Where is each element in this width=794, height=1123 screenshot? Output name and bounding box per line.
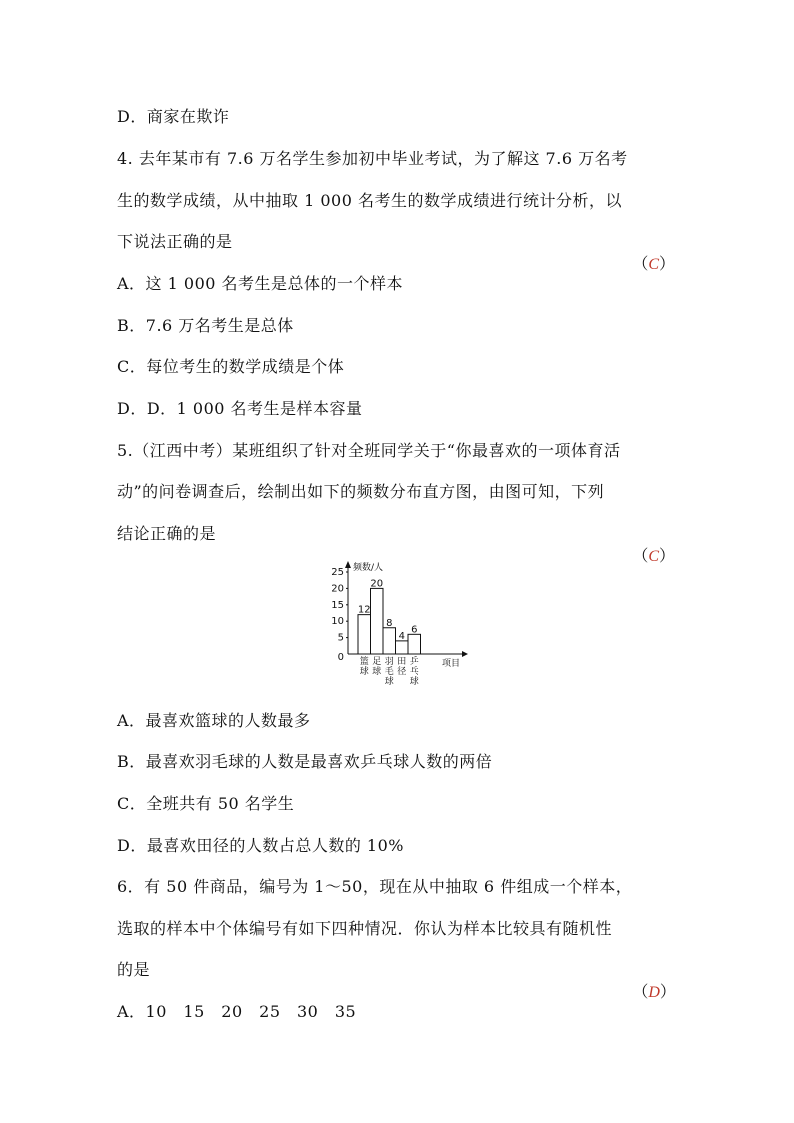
q6-answer-open: （	[632, 982, 649, 1001]
q6-stem-line-1: 6．有 50 件商品，编号为 1～50，现在从中抽取 6 件组成一个样本，	[117, 877, 633, 896]
y-tick-label: 5	[337, 632, 344, 644]
y-tick-label: 10	[331, 616, 344, 628]
q5-option-c: C．全班共有 50 名学生	[117, 794, 295, 813]
q5-answer-open: （	[632, 546, 649, 565]
q4-answer-open: （	[632, 254, 649, 273]
q5-answer-close: ）	[659, 546, 676, 565]
category-label-char: 球	[372, 667, 382, 677]
q5-stem-line-3: 结论正确的是	[117, 524, 217, 543]
category-label-char: 足	[372, 657, 382, 667]
q5-stem-line-2: 动”的问卷调查后，绘制出如下的频数分布直方图，由图可知，下列	[117, 482, 605, 501]
q4-stem-line-3: 下说法正确的是	[117, 232, 233, 251]
q4-option-b: B．7.6 万名考生是总体	[117, 316, 294, 335]
q6-answer-close: ）	[659, 982, 676, 1001]
q4-answer-bracket	[612, 231, 675, 298]
category-label-char: 乓	[409, 667, 419, 677]
q3-option-d: D．商家在欺诈	[117, 107, 230, 126]
q5-option-d: D．最喜欢田径的人数占总人数的 10%	[117, 836, 404, 855]
y-tick-label: 15	[331, 599, 344, 611]
q6-answer-bracket	[612, 959, 676, 1026]
bar-1	[358, 615, 371, 654]
q6-stem-line-3: 的是	[117, 960, 151, 979]
bar-5	[408, 634, 421, 654]
y-axis-label: 频数/人	[353, 563, 384, 573]
q4-answer-close: ）	[659, 254, 676, 273]
q4-option-d: D．D．1 000 名考生是样本容量	[117, 399, 363, 418]
q6-option-a: A．10 15 20 25 30 35	[117, 1002, 357, 1021]
y-tick-label: 20	[331, 583, 344, 595]
category-label-char: 乒	[409, 657, 419, 667]
category-label-char: 篮	[359, 657, 369, 667]
bar-3	[383, 628, 396, 654]
category-label-char: 球	[359, 667, 369, 677]
q4-stem-line-1: 4. 去年某市有 7.6 万名学生参加初中毕业考试，为了解这 7.6 万名考	[117, 149, 628, 168]
q4-option-a: A．这 1 000 名考生是总体的一个样本	[117, 274, 404, 293]
q6-stem-line-2: 选取的样本中个体编号有如下四种情况．你认为样本比较具有随机性	[117, 919, 613, 938]
bar-value-label: 4	[398, 630, 405, 642]
bar-value-label: 6	[411, 624, 418, 636]
category-label-char: 羽	[384, 657, 394, 667]
bar-4	[396, 641, 409, 654]
bar-value-label: 20	[370, 578, 384, 590]
category-label-char: 球	[409, 677, 419, 687]
category-label-char: 田	[397, 657, 407, 667]
bar-value-label: 12	[357, 604, 371, 616]
frequency-histogram	[330, 560, 480, 695]
q4-stem-line-2: 生的数学成绩，从中抽取 1 000 名考生的数学成绩进行统计分析，以	[117, 191, 622, 210]
bar-value-label: 8	[386, 617, 393, 629]
category-label-char: 毛	[384, 667, 394, 677]
histogram-svg	[330, 560, 480, 695]
q5-stem-line-1: 5.（江西中考）某班组织了针对全班同学关于“你最喜欢的一项体育活	[117, 441, 621, 460]
q5-answer-bracket	[612, 523, 675, 590]
y-tick-label: 0	[337, 652, 344, 663]
q4-option-c: C．每位考生的数学成绩是个体	[117, 357, 345, 376]
x-axis-arrow	[462, 651, 468, 657]
q5-answer: C	[648, 548, 660, 565]
q6-answer: D	[648, 984, 660, 1001]
category-label-char: 径	[397, 667, 407, 677]
category-label-char: 球	[384, 677, 394, 687]
q4-answer: C	[648, 256, 660, 273]
y-tick-label: 25	[331, 567, 344, 578]
x-axis-label: 项目	[442, 659, 461, 669]
y-axis-arrow	[345, 561, 351, 568]
q5-option-a: A．最喜欢篮球的人数最多	[117, 711, 311, 730]
bar-2	[371, 588, 384, 654]
q5-option-b: B．最喜欢羽毛球的人数是最喜欢乒乓球人数的两倍	[117, 752, 493, 771]
